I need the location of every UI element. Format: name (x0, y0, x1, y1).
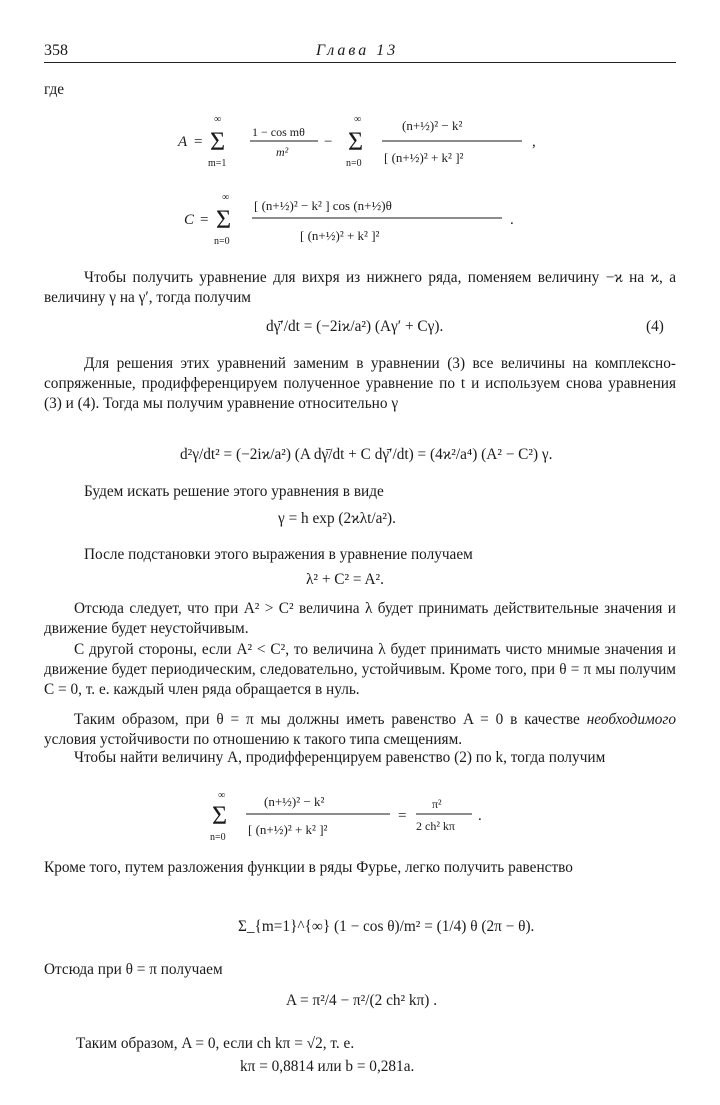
equation-solution-form: γ = h exp (2ϰλt/a²). (278, 510, 396, 527)
svg-text:∞: ∞ (214, 114, 222, 125)
svg-text:=: = (398, 808, 407, 824)
svg-text:2 ch² kπ: 2 ch² kπ (416, 819, 455, 833)
paragraph-2: Для решения этих уравнений заменим в уравнении (3) все величины на комплексно-сопряженные, продифференцируем полученное уравнение по t и используем снова уравнения (3) и (4). Тогда мы получим уравнение относительно γ (44, 355, 676, 412)
svg-text:.: . (478, 808, 482, 824)
paragraph-7-part-b: условия устойчивости по отношению к такого типа смещениям. (44, 731, 463, 748)
svg-text:(n+½)² − k²: (n+½)² − k² (264, 794, 325, 809)
equation-sum-identity (206, 786, 526, 848)
svg-text:m²: m² (276, 145, 289, 159)
svg-text:n=0: n=0 (346, 158, 362, 169)
svg-text:Σ: Σ (212, 801, 228, 830)
svg-text:∞: ∞ (222, 192, 230, 203)
svg-text:(n+½)² − k²: (n+½)² − k² (402, 118, 463, 133)
svg-text:[ (n+½)² + k² ]²: [ (n+½)² + k² ]² (384, 150, 464, 165)
paragraph-9: Кроме того, путем разложения функции в ряды Фурье, легко получить равенство (44, 859, 573, 876)
header-rule (44, 62, 676, 63)
intro-word: где (44, 81, 65, 98)
svg-text:−: − (324, 134, 333, 150)
paragraph-8: Чтобы найти величину A, продифференцируем равенство (2) по k, тогда получим (74, 749, 606, 766)
equation-4-number: (4) (646, 318, 664, 335)
paragraph-1: Чтобы получить уравнение для вихря из нижнего ряда, поменяем величину −ϰ на ϰ, а величину γ на γ′, тогда получим (44, 269, 676, 306)
svg-text:Σ: Σ (210, 127, 226, 156)
equation-A-definition (170, 108, 570, 178)
svg-text:Σ: Σ (216, 205, 232, 234)
paragraph-11: Таким образом, A = 0, если ch kπ = √2, т. е. (76, 1035, 355, 1052)
paragraph-3: Будем искать решение этого уравнения в виде (84, 483, 384, 500)
svg-text:C: C (184, 212, 195, 228)
page-number: 358 (44, 42, 68, 59)
svg-text:[ (n+½)² + k² ]²: [ (n+½)² + k² ]² (300, 228, 380, 243)
svg-text:n=0: n=0 (214, 236, 230, 247)
svg-text:Σ: Σ (348, 127, 364, 156)
svg-text:.: . (510, 212, 514, 228)
chapter-title: Глава 13 (316, 42, 399, 59)
svg-text:π²: π² (432, 797, 442, 811)
paragraph-7-italic: необходимого (586, 711, 676, 728)
svg-text:1 − cos mθ: 1 − cos mθ (252, 125, 305, 139)
equation-second-order: d²γ/dt² = (−2iϰ/a²) (A dγ̄/dt + C dγ̄′/dt) = (4ϰ²/a⁴) (A² − C²) γ. (180, 446, 553, 463)
svg-text:,: , (532, 134, 536, 150)
paragraph-7 (44, 710, 676, 750)
svg-text:A: A (178, 134, 188, 150)
equation-lambda: λ² + C² = A². (306, 571, 384, 588)
equation-A-at-pi: A = π²/4 − π²/(2 ch² kπ) . (286, 992, 438, 1009)
svg-text:n=0: n=0 (210, 832, 226, 843)
paragraph-5: Отсюда следует, что при A² > C² величина λ будет принимать действительные значения и движение будет неустойчивым. (44, 600, 676, 637)
equation-4: dγ̄′/dt = (−2iϰ/a²) (Aγ′ + Cγ). (266, 318, 444, 335)
svg-text:=: = (194, 134, 203, 150)
svg-text:[ (n+½)² + k² ]²: [ (n+½)² + k² ]² (248, 822, 328, 837)
svg-text:[ (n+½)² − k² ] cos (n+½)θ: [ (n+½)² − k² ] cos (n+½)θ (254, 198, 392, 213)
paragraph-6: С другой стороны, если A² < C², то величина λ будет принимать чисто мнимые значения и движение будет периодическим, следовательно, устойчивым. Кроме того, при θ = π мы получим C = 0, т. е. каждый член ряда обращается в нуль. (44, 641, 676, 698)
svg-text:∞: ∞ (218, 790, 226, 801)
equation-C-definition (170, 188, 550, 254)
equation-fourier: Σ_{m=1}^{∞} (1 − cos θ)/m² = (1/4) θ (2π − θ). (238, 918, 535, 935)
svg-text:m=1: m=1 (208, 158, 227, 169)
svg-text:=: = (200, 212, 209, 228)
equation-final-values: kπ = 0,8814 или b = 0,281a. (240, 1058, 415, 1075)
paragraph-10: Отсюда при θ = π получаем (44, 961, 223, 978)
paragraph-4: После подстановки этого выражения в уравнение получаем (84, 546, 473, 563)
paragraph-7-part-a: Таким образом, при θ = π мы должны иметь равенство A = 0 в качестве (74, 711, 580, 728)
svg-text:∞: ∞ (354, 114, 362, 125)
